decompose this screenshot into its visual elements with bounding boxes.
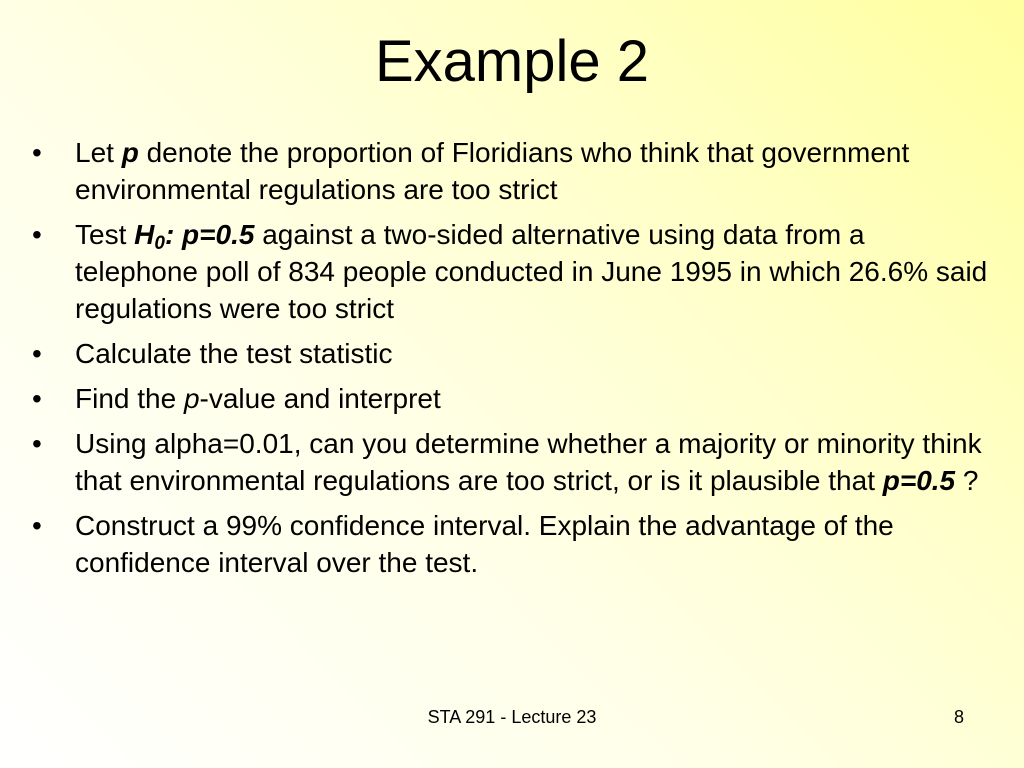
null-hypothesis-subscript: 0 (154, 233, 165, 254)
page-number: 8 (953, 707, 964, 727)
bullet-1-variable-p: p (121, 137, 139, 168)
bullet-1-text-a: Let (75, 137, 122, 168)
bullet-item-4 (32, 380, 992, 417)
bullet-item-1 (32, 134, 992, 208)
bullet-item-6 (32, 507, 992, 581)
bullet-4-text-b: -value and interpret (199, 383, 441, 414)
bullet-item-3 (32, 335, 992, 372)
bullet-list (32, 134, 992, 589)
bullet-item-2 (32, 216, 992, 327)
bullet-marker: • (32, 137, 42, 168)
bullet-marker: • (32, 219, 42, 250)
bullet-1-text-b: denote the proportion of Floridians who think that government environmental regulations are too strict (75, 137, 910, 205)
bullet-marker: • (32, 383, 42, 414)
null-hypothesis-symbol: H (134, 219, 155, 250)
bullet-5-text-b: ? (955, 465, 979, 496)
bullet-4-variable-p: p (183, 383, 200, 414)
bullet-5-text-a: Using alpha=0.01, can you determine whether a majority or minority think that environmental regulations are too strict, or is it plausible that (75, 428, 982, 496)
bullet-5-expression: p=0.5 (882, 465, 956, 496)
footer-course: STA 291 - Lecture 23 (427, 707, 597, 727)
bullet-marker: • (32, 510, 42, 541)
bullet-2-text-a: Test (75, 219, 135, 250)
null-hypothesis-expression: : p=0.5 (164, 219, 255, 250)
bullet-3-text: Calculate the test statistic (75, 338, 393, 369)
bullet-marker: • (32, 428, 42, 459)
slide-title: Example 2 (374, 29, 650, 94)
bullet-6-text: Construct a 99% confidence interval. Explain the advantage of the confidence interval over the test. (75, 510, 894, 578)
bullet-4-text-a: Find the (75, 383, 184, 414)
bullet-item-5 (32, 425, 992, 499)
bullet-2-text-b: against a two-sided alternative using data from a telephone poll of 834 people conducted in June 1995 in which 26.6% said regulations were too strict (75, 219, 988, 324)
bullet-marker: • (32, 338, 42, 369)
